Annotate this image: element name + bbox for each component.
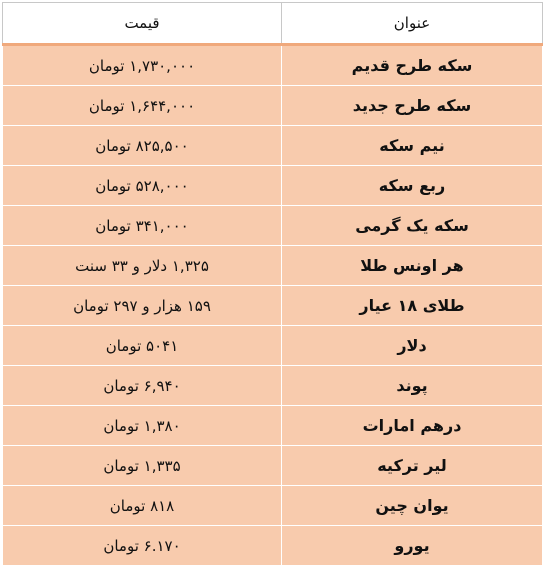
item-price: ۳۴۱,۰۰۰ تومان — [3, 206, 282, 246]
table-row — [3, 526, 543, 566]
table-row — [3, 406, 543, 446]
item-title: ربع سکه — [282, 166, 543, 206]
item-price: ۸۲۵,۵۰۰ تومان — [3, 126, 282, 166]
table-header-row — [3, 3, 543, 45]
price-table — [2, 2, 543, 566]
table-row — [3, 446, 543, 486]
item-title: یوان چین — [282, 486, 543, 526]
item-title: نیم سکه — [282, 126, 543, 166]
item-price: ۱,۶۴۴,۰۰۰ تومان — [3, 86, 282, 126]
item-title: سکه یک گرمی — [282, 206, 543, 246]
item-title: یورو — [282, 526, 543, 566]
item-title: سکه طرح قدیم — [282, 45, 543, 86]
table-row — [3, 206, 543, 246]
item-price: ۱,۷۳۰,۰۰۰ تومان — [3, 45, 282, 86]
item-price: ۶.۱۷۰ تومان — [3, 526, 282, 566]
table-row — [3, 366, 543, 406]
table-row — [3, 286, 543, 326]
item-title: دلار — [282, 326, 543, 366]
item-price: ۱۵۹ هزار و ۲۹۷ تومان — [3, 286, 282, 326]
item-title: سکه طرح جدید — [282, 86, 543, 126]
item-title: طلای ۱۸ عیار — [282, 286, 543, 326]
item-title: لیر ترکیه — [282, 446, 543, 486]
item-price: ۱,۳۸۰ تومان — [3, 406, 282, 446]
item-title: درهم امارات — [282, 406, 543, 446]
item-title: پوند — [282, 366, 543, 406]
item-price: ۶,۹۴۰ تومان — [3, 366, 282, 406]
table-body — [3, 45, 543, 566]
item-price: ۸۱۸ تومان — [3, 486, 282, 526]
item-price: ۵۲۸,۰۰۰ تومان — [3, 166, 282, 206]
item-price: ۱,۳۲۵ دلار و ۳۳ سنت — [3, 246, 282, 286]
table-row — [3, 86, 543, 126]
header-title: عنوان — [282, 3, 543, 45]
table-row — [3, 166, 543, 206]
table-row — [3, 326, 543, 366]
item-price: ۵۰۴۱ تومان — [3, 326, 282, 366]
item-price: ۱,۳۳۵ تومان — [3, 446, 282, 486]
table-row — [3, 486, 543, 526]
header-price: قیمت — [3, 3, 282, 45]
item-title: هر اونس طلا — [282, 246, 543, 286]
table-row — [3, 126, 543, 166]
price-table-container — [2, 2, 542, 566]
table-row — [3, 246, 543, 286]
table-row — [3, 45, 543, 86]
